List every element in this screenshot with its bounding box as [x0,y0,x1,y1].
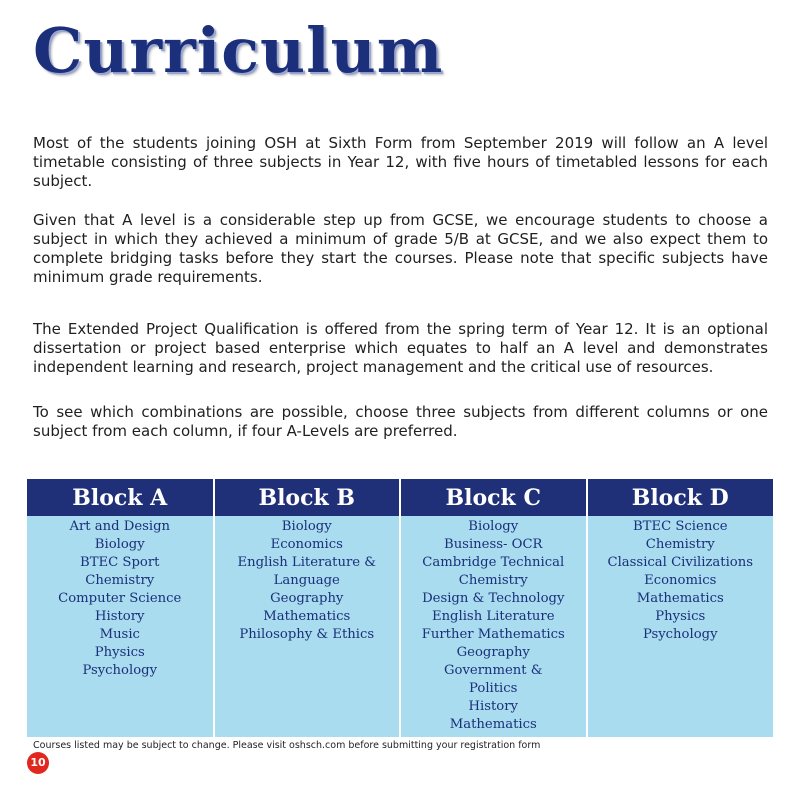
subject-list-item: Further Mathematics [421,627,565,642]
subject-list-item: English Literature & [237,555,377,570]
page-title: Curriculum [33,14,444,87]
subject-list-item: Design & Technology [422,591,565,606]
subject-list-item: Government & [443,663,543,678]
subject-list-item: Music [99,627,140,642]
subject-list-item: Mathematics [263,609,351,624]
epq-paragraph: The Extended Project Qualification is offered from the spring term of Year 12. It is an optional dissertation or project based enterprise which equates to half an A level and demonstrates independent learning and research, project management and the critical use of resources. [33,320,768,376]
block-c-header: Block C [400,480,587,517]
block-d-subject-list [592,518,770,644]
subject-list-item: Psychology [82,663,158,678]
subject-list-item: Geography [456,645,530,660]
subject-list-item: History [95,609,145,624]
subject-list-item: Cambridge Technical [422,555,565,570]
subject-list-item: Chemistry [85,573,155,588]
subject-list-item: History [468,699,518,714]
subject-list-item: Economics [644,573,717,588]
block-a-column [27,516,214,737]
block-d-header: Block D [587,480,774,517]
option-blocks-table [27,479,773,737]
subject-list-item: Business- OCR [444,537,543,552]
option-blocks-header-row [27,480,773,517]
subject-list-item: Physics [655,609,706,624]
subject-list-item: Physics [94,645,145,660]
subject-list-item: BTEC Sport [80,555,160,570]
block-b-header: Block B [214,480,401,517]
subject-list-item: Biology [468,519,519,534]
subject-list-item: Biology [281,519,332,534]
subject-list-item: Art and Design [69,519,171,534]
footnote: Courses listed may be subject to change. Please visit oshsch.com before submitting your registration form [33,740,541,751]
subject-list-item: Computer Science [58,591,182,606]
option-blocks-subject-row [27,516,773,737]
subject-list-item: Chemistry [458,573,528,588]
subject-list-item: BTEC Science [632,519,728,534]
block-a-subject-list [31,518,209,680]
block-c-subject-list [405,518,582,734]
grade-requirements-paragraph: Given that A level is a considerable step up from GCSE, we encourage students to choose a subject in which they achieved a minimum of grade 5/B at GCSE, and we also expect them to complete bridging tasks before they start the courses. Please note that specific subjects have minimum grade requirements. [33,211,768,286]
subject-list-item: English Literature [431,609,555,624]
intro-paragraph: Most of the students joining OSH at Sixth Form from September 2019 will follow an A level timetable consisting of three subjects in Year 12, with five hours of timetabled lessons for each subject. [33,134,768,190]
block-c-column [400,516,587,737]
subject-list-item: Biology [94,537,145,552]
block-b-column [214,516,401,737]
subject-list-item: Geography [270,591,344,606]
block-b-subject-list [219,518,396,644]
subject-list-item: Mathematics [636,591,724,606]
subject-list-item: Philosophy & Ethics [239,627,375,642]
subject-list-item: Politics [469,681,518,696]
subject-list-item: Language [273,573,340,588]
subject-list-item: Mathematics [449,717,537,732]
subject-list-item: Classical Civilizations [607,555,754,570]
block-d-column [587,516,774,737]
block-a-header: Block A [27,480,214,517]
subject-list-item: Chemistry [645,537,715,552]
page-number-badge: 10 [27,752,49,774]
subject-list-item: Psychology [642,627,718,642]
subject-list-item: Economics [270,537,343,552]
combinations-paragraph: To see which combinations are possible, choose three subjects from different columns or one subject from each column, if four A-Levels are preferred. [33,403,768,440]
